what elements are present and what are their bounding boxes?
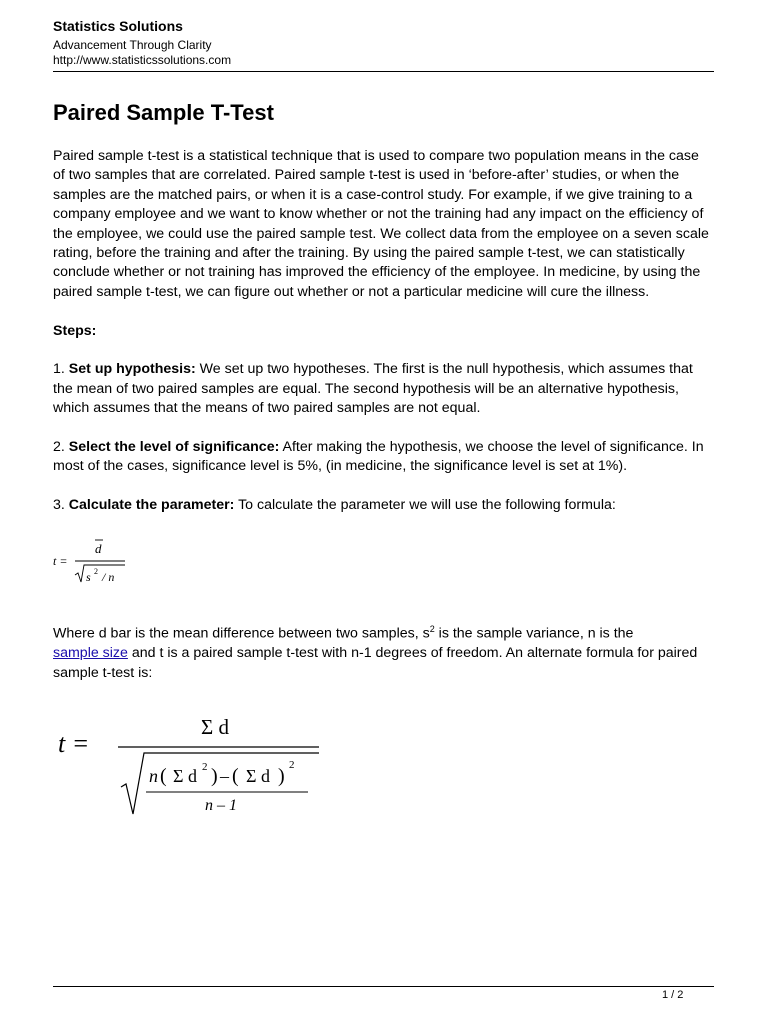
- step-1-text: We set up two hypotheses. The first is the null hypothesis, which assumes that the mean of two paired samples are equal. The second hypothesis will be an alternative hypothesis, which assumes that the means of two paired samples are not equal.: [53, 361, 693, 417]
- steps-heading: [53, 322, 714, 341]
- page-indicator: 1 / 2: [662, 989, 684, 1001]
- formula1-den-exp: 2: [94, 567, 98, 577]
- formula2-sigma-d-2: Σ d: [246, 766, 270, 787]
- explanation-part-3: and t is a paired sample t-test with n-1 degrees of freedom. An alternate formula for paired sample t-test is:: [53, 645, 698, 681]
- formula2-close-paren-2: ): [278, 765, 285, 788]
- header-divider: [53, 71, 714, 72]
- brand-name: Statistics Solutions: [53, 18, 183, 34]
- step-3-number: 3.: [53, 497, 65, 514]
- formula1-sqrt-sign: [75, 565, 125, 585]
- formula1-lhs: t =: [53, 554, 68, 569]
- explanation-superscript: 2: [429, 624, 435, 635]
- step-2-label: Select the level of significance:: [68, 439, 280, 456]
- step-3-text: To calculate the parameter we will use the following formula:: [238, 497, 616, 514]
- formula2-sigma-d-1: Σ d: [173, 766, 197, 787]
- step-2: [53, 438, 714, 477]
- formula1-den-rest: / n: [102, 570, 115, 585]
- brand-tagline: Advancement Through Clarity: [53, 38, 212, 52]
- step-2-number: 2.: [53, 439, 65, 456]
- step-1-label: Set up hypothesis:: [68, 361, 196, 378]
- formula2-n-minus-1: n – 1: [205, 797, 237, 815]
- steps-heading-text: Steps:: [53, 322, 97, 339]
- explanation-part-1: Where d bar is the mean difference between two samples, s: [53, 625, 430, 642]
- formula2-close-paren-1: ): [211, 765, 218, 788]
- formula-paired-t: [53, 535, 153, 593]
- step-3-label: Calculate the parameter:: [68, 497, 235, 514]
- formula2-lhs: t =: [58, 729, 90, 759]
- formula1-den-s: s: [86, 570, 91, 585]
- formula2-open-paren-1: (: [160, 765, 167, 788]
- page-title: Paired Sample T-Test: [53, 100, 274, 125]
- formula2-inner-n: n: [149, 766, 158, 787]
- formula-alternate-t: [53, 702, 333, 817]
- formula2-minus: –: [220, 766, 229, 787]
- formula-explanation: [53, 620, 714, 683]
- step-1: [53, 360, 714, 418]
- footer-divider: [53, 986, 714, 987]
- formula2-open-paren-2: (: [232, 765, 239, 788]
- intro-paragraph: Paired sample t-test is a statistical technique that is used to compare two population means in the case of two samples that are correlated. Paired sample t-test is used in ‘before-after’ studies, or when the samples are the matched pairs, or when it is a case-control study. For example, if we give training to a company employee and we want to know whether or not the training had any impact on the efficiency of the employee, we could use the paired sample test. We collect data from the employee on a seven scale rating, before the training and after the training. By using the paired sample t-test, we can statistically conclude whether or not training has improved the efficiency of the employee. In medicine, by using the paired sample t-test, we can figure out whether or not a particular medicine will cure the illness.: [53, 148, 709, 300]
- sample-size-link[interactable]: sample size: [53, 645, 128, 662]
- step-1-number: 1.: [53, 361, 65, 378]
- brand-url: http://www.statisticssolutions.com: [53, 53, 232, 67]
- explanation-part-2: is the sample variance, n is the: [434, 625, 634, 642]
- article-body: [53, 147, 714, 817]
- formula1-numerator: d: [95, 541, 102, 557]
- formula2-sq-2: 2: [289, 759, 295, 772]
- step-3: [53, 496, 714, 515]
- formula2-sq-1: 2: [202, 761, 208, 774]
- document-page: [53, 0, 714, 1024]
- formula2-numerator: Σ d: [201, 715, 229, 740]
- step-2-text: After making the hypothesis, we choose the level of significance. In most of the cases, significance level is 5%, (in medicine, the significance level is set at 1%).: [53, 439, 704, 475]
